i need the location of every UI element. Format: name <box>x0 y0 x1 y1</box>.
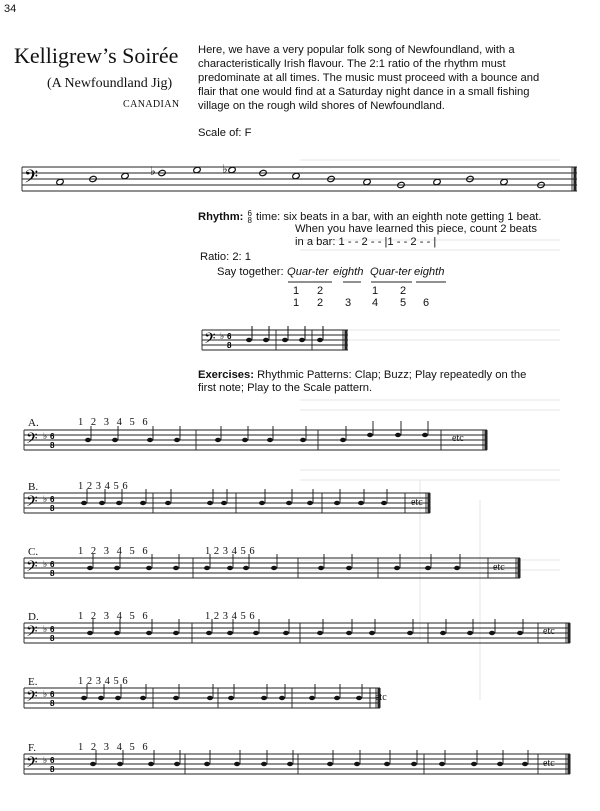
say-word: eighth <box>414 266 445 278</box>
note-head-icon <box>261 696 267 700</box>
note-head-icon <box>228 696 234 700</box>
rhythm-line-1: time: six beats in a bar, with an eighth note getting 1 beat. <box>252 210 542 223</box>
time-signature-bottom: 8 <box>247 216 252 225</box>
note-head-icon <box>283 631 289 635</box>
note-head-icon <box>204 566 210 570</box>
count-number: 6 <box>423 297 430 309</box>
ratio-label: Ratio: 2: 1 <box>200 251 251 263</box>
note-head-icon <box>140 501 146 505</box>
count-number: 1 <box>293 297 300 309</box>
note-head-icon <box>411 762 417 766</box>
flat-sign-icon: ♭ <box>43 431 48 441</box>
note-head-icon <box>243 566 249 570</box>
pattern-label: B. <box>28 481 39 493</box>
note-head-icon <box>87 631 93 635</box>
pattern-label: A. <box>28 417 39 429</box>
note-head-icon <box>394 566 400 570</box>
note-head-icon <box>369 631 375 635</box>
bass-clef-icon: 𝄢 <box>26 754 38 774</box>
note-head-icon <box>300 438 306 442</box>
note-head-icon <box>165 501 171 505</box>
note-head-icon <box>307 501 313 505</box>
count-number: 2 <box>317 285 324 297</box>
note-head-icon <box>173 566 179 570</box>
note-head-icon <box>90 762 96 766</box>
note-head-icon <box>207 501 213 505</box>
etc-label: etc <box>543 758 555 769</box>
note-head-icon <box>309 696 315 700</box>
pattern-beats: 1 2 3 4 5 6 <box>78 481 128 492</box>
note-head-icon <box>99 501 105 505</box>
count-number: 2 <box>317 297 324 309</box>
note-head-icon <box>358 501 364 505</box>
flat-sign-icon: ♭ <box>43 689 48 699</box>
time-signature-bottom: 8 <box>50 441 55 450</box>
note-head-icon <box>327 762 333 766</box>
time-signature-top: 6 <box>50 560 55 569</box>
note-head-icon <box>253 631 259 635</box>
note-head-icon <box>489 631 495 635</box>
count-number: 1 <box>293 285 300 297</box>
intro-paragraph: Here, we have a very popular folk song of Newfoundland, with a characteristically Irish flavour. The 2:1 ratio of the rhythm must predominate at all times. The music must proceed with a bounce and flair that one would find at a Saturday night dance in a small fishing village on the rough wild shores of Newfoundland. <box>198 44 540 112</box>
scale-label: Scale of: F <box>198 127 252 139</box>
note-head-icon <box>271 566 277 570</box>
time-signature-top: 6 <box>50 495 55 504</box>
exercises-label: Exercises: <box>198 369 254 381</box>
bass-clef-icon: 𝄢 <box>26 623 38 643</box>
note-head-icon <box>215 438 221 442</box>
note-head-icon <box>146 566 152 570</box>
exercises-description: Rhythmic Patterns: Clap; Buzz; Play repeatedly on the first note; Play to the Scale pattern. <box>198 369 527 394</box>
note-head-icon <box>146 631 152 635</box>
note-head-icon <box>207 696 213 700</box>
bass-clef-icon: 𝄢 <box>204 330 216 350</box>
pattern-beats: 1 2 3 4 5 6 <box>78 417 148 428</box>
note-head-icon <box>114 631 120 635</box>
subtitle: (A Newfoundland Jig) <box>47 76 173 91</box>
time-signature-bottom: 8 <box>50 765 55 774</box>
time-signature-top: 6 <box>50 432 55 441</box>
pattern-beats: 1 2 3 4 5 6 <box>78 742 148 753</box>
bass-clef-icon: 𝄢 <box>26 688 38 708</box>
note-head-icon <box>346 631 352 635</box>
note-head-icon <box>140 696 146 700</box>
note-head-icon <box>114 566 120 570</box>
etc-label: etc <box>452 433 464 444</box>
note-head-icon <box>261 762 267 766</box>
time-signature-top: 6 <box>50 690 55 699</box>
note-head-icon <box>287 762 293 766</box>
say-word: Quar-ter <box>370 266 412 278</box>
flat-sign-icon: ♭ <box>43 559 48 569</box>
pattern-label: D. <box>28 611 39 623</box>
say-word: Quar-ter <box>287 266 329 278</box>
note-head-icon <box>87 566 93 570</box>
note-head-icon <box>354 762 360 766</box>
count-number: 3 <box>345 297 352 309</box>
note-head-icon <box>242 438 248 442</box>
note-head-icon <box>81 696 87 700</box>
page-title: Kelligrew’s Soirée <box>14 43 179 68</box>
note-head-icon <box>85 438 91 442</box>
note-head-icon <box>356 696 362 700</box>
note-head-icon <box>204 762 210 766</box>
note-head-icon <box>117 762 123 766</box>
note-head-icon <box>112 438 118 442</box>
pattern-beats-second: 1 2 3 4 5 6 <box>205 546 255 557</box>
count-number: 4 <box>372 297 379 309</box>
note-head-icon <box>173 696 179 700</box>
note-head-icon <box>334 696 340 700</box>
flat-sign-icon: ♭ <box>43 755 48 765</box>
note-head-icon <box>174 438 180 442</box>
note-head-icon <box>367 433 373 437</box>
note-head-icon <box>227 631 233 635</box>
note-head-icon <box>522 762 528 766</box>
note-head-icon <box>381 501 387 505</box>
pattern-beats: 1 2 3 4 5 6 <box>78 611 148 622</box>
note-head-icon <box>407 631 413 635</box>
time-signature-bottom: 8 <box>50 569 55 578</box>
flat-sign-icon: ♭ <box>222 162 228 176</box>
note-head-icon <box>467 631 473 635</box>
note-head-icon <box>340 438 346 442</box>
note-head-icon <box>98 696 104 700</box>
count-number: 5 <box>400 297 407 309</box>
note-head-icon <box>173 631 179 635</box>
note-head-icon <box>279 696 285 700</box>
svg-text:6: 6 <box>227 332 232 341</box>
time-signature-bottom: 8 <box>50 504 55 513</box>
rhythm-line-3: in a bar: 1 - - 2 - - |1 - - 2 - - | <box>295 236 437 248</box>
note-head-icon <box>425 566 431 570</box>
etc-label: etc <box>375 692 387 703</box>
etc-label: etc <box>411 497 423 508</box>
note-head-icon <box>174 762 180 766</box>
note-head-icon <box>517 631 523 635</box>
note-head-icon <box>497 762 503 766</box>
note-head-icon <box>440 631 446 635</box>
bass-clef-icon: 𝄢 <box>24 167 39 192</box>
note-head-icon <box>234 762 240 766</box>
pattern-label: C. <box>28 546 39 558</box>
note-head-icon <box>395 433 401 437</box>
note-head-icon <box>206 631 212 635</box>
page-number: 34 <box>4 3 17 15</box>
pattern-label: F. <box>28 742 36 754</box>
bass-clef-icon: 𝄢 <box>26 558 38 578</box>
note-head-icon <box>454 566 460 570</box>
note-head-icon <box>346 566 352 570</box>
time-signature-top: 6 <box>50 625 55 634</box>
note-head-icon <box>116 501 122 505</box>
etc-label: etc <box>543 626 555 637</box>
note-head-icon <box>471 762 477 766</box>
note-head-icon <box>439 762 445 766</box>
time-signature-top: 6 <box>247 209 252 218</box>
origin-label: CANADIAN <box>123 99 180 110</box>
note-head-icon <box>259 501 265 505</box>
pattern-beats-second: 1 2 3 4 5 6 <box>205 611 255 622</box>
note-head-icon <box>81 501 87 505</box>
svg-text:8: 8 <box>227 341 232 350</box>
pattern-beats: 1 2 3 4 5 6 <box>78 546 148 557</box>
note-head-icon <box>115 696 121 700</box>
bass-clef-icon: 𝄢 <box>26 430 38 450</box>
note-head-icon <box>422 433 428 437</box>
note-head-icon <box>334 501 340 505</box>
note-head-icon <box>227 566 233 570</box>
pattern-label: E. <box>28 676 38 688</box>
note-head-icon <box>317 631 323 635</box>
etc-label: etc <box>493 562 505 573</box>
note-head-icon <box>384 762 390 766</box>
say-word: eighth <box>333 266 364 278</box>
pattern-beats: 1 2 3 4 5 6 <box>78 676 128 687</box>
note-head-icon <box>267 438 273 442</box>
say-together-label: Say together: <box>217 266 284 278</box>
note-head-icon <box>318 566 324 570</box>
rhythm-label: Rhythm: <box>198 210 244 223</box>
rhythm-line-2: When you have learned this piece, count 2 beats <box>295 223 537 235</box>
bass-clef-icon: 𝄢 <box>26 493 38 513</box>
note-head-icon <box>221 501 227 505</box>
count-number: 2 <box>400 285 407 297</box>
note-head-icon <box>286 501 292 505</box>
time-signature-bottom: 8 <box>50 634 55 643</box>
time-signature-top: 6 <box>50 756 55 765</box>
note-head-icon <box>148 762 154 766</box>
note-head-icon <box>147 438 153 442</box>
flat-sign-icon: ♭ <box>43 624 48 634</box>
flat-sign-icon: ♭ <box>43 494 48 504</box>
time-signature-bottom: 8 <box>50 699 55 708</box>
count-number: 1 <box>372 285 379 297</box>
flat-sign-icon: ♭ <box>150 164 156 178</box>
flat-sign-icon: ♭ <box>220 331 225 341</box>
